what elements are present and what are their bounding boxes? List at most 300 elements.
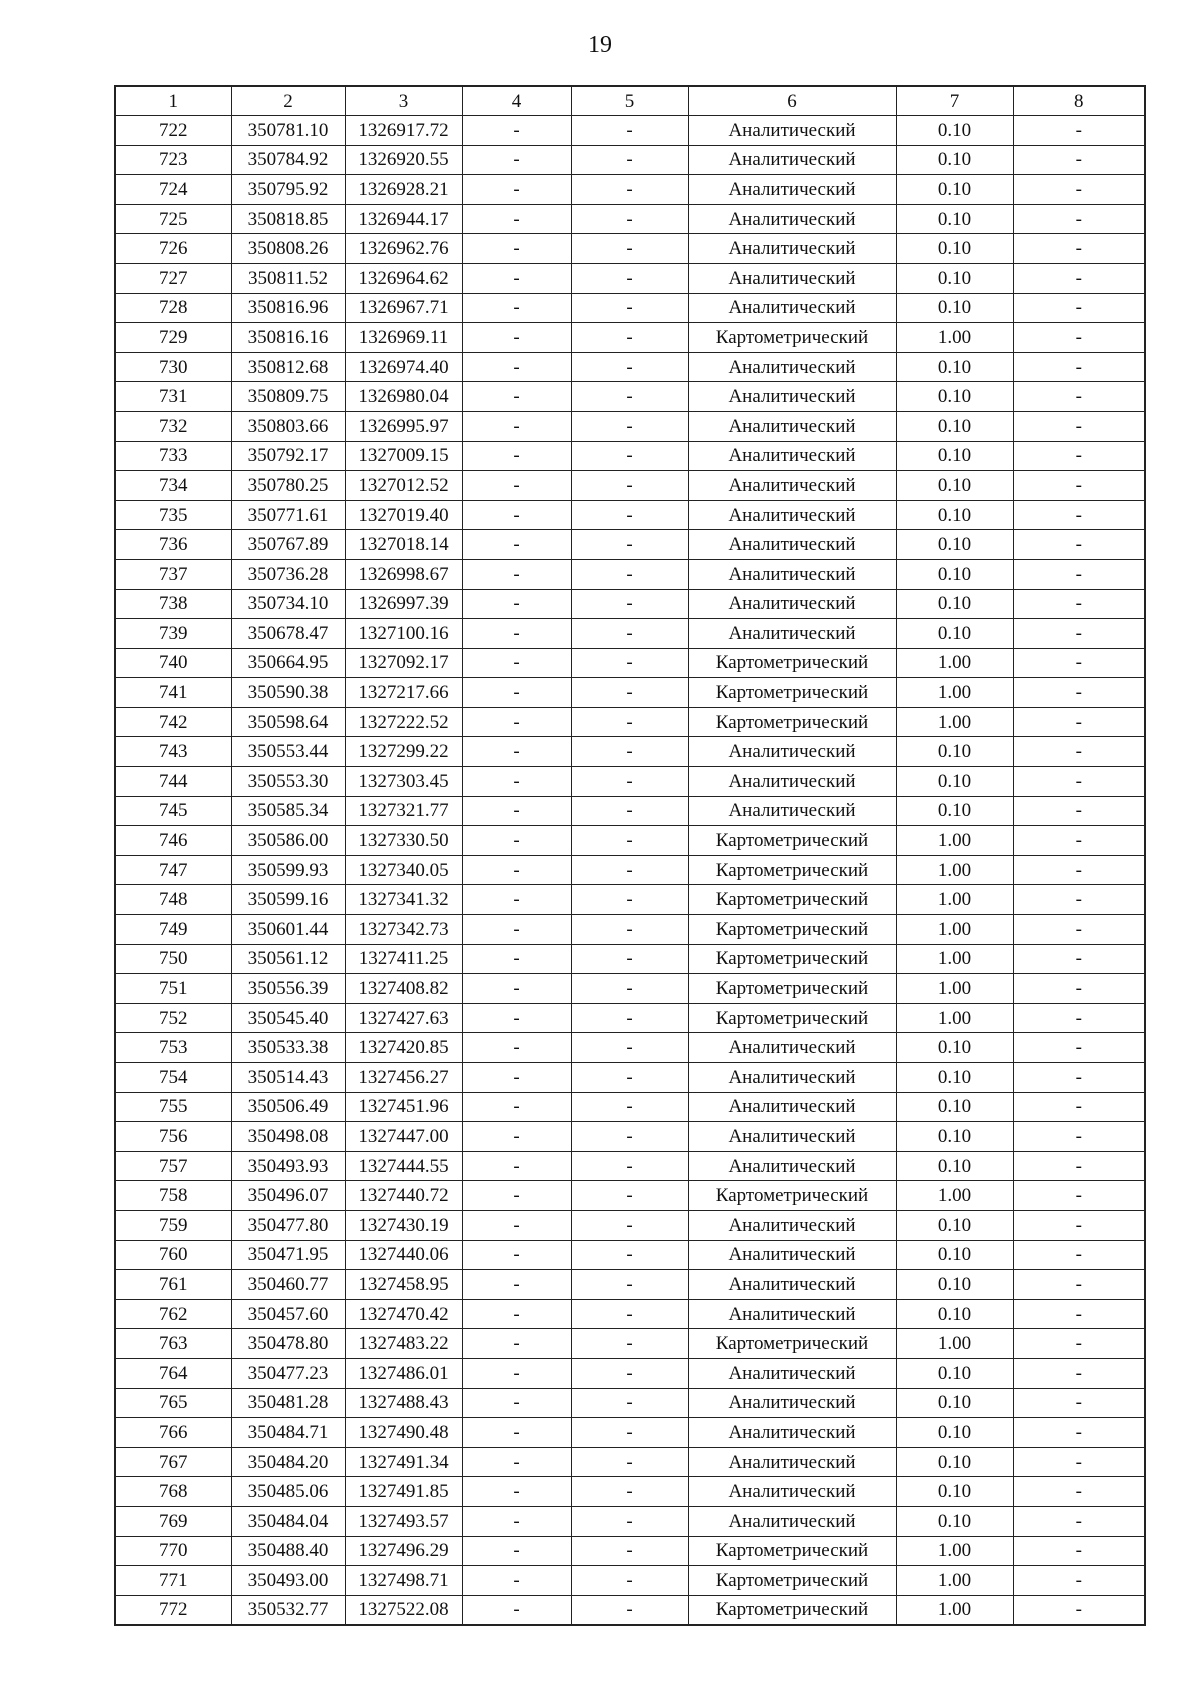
cell-method: Картометрический bbox=[688, 1536, 896, 1566]
cell-point-number: 768 bbox=[115, 1477, 231, 1507]
cell-x-coordinate: 350771.61 bbox=[231, 500, 345, 530]
cell-col-4: - bbox=[462, 1033, 571, 1063]
cell-col-8: - bbox=[1013, 1595, 1145, 1625]
cell-col-5: - bbox=[571, 1418, 688, 1448]
cell-col-8: - bbox=[1013, 1063, 1145, 1093]
table-row bbox=[115, 293, 1145, 323]
cell-col-4: - bbox=[462, 293, 571, 323]
table-row bbox=[115, 441, 1145, 471]
cell-col-8: - bbox=[1013, 116, 1145, 146]
cell-point-number: 762 bbox=[115, 1299, 231, 1329]
header-row bbox=[115, 86, 1145, 116]
cell-x-coordinate: 350780.25 bbox=[231, 471, 345, 501]
cell-point-number: 769 bbox=[115, 1506, 231, 1536]
cell-x-coordinate: 350485.06 bbox=[231, 1477, 345, 1507]
cell-accuracy: 0.10 bbox=[896, 1122, 1013, 1152]
table-row bbox=[115, 1181, 1145, 1211]
cell-x-coordinate: 350808.26 bbox=[231, 234, 345, 264]
table-row bbox=[115, 1210, 1145, 1240]
cell-col-5: - bbox=[571, 826, 688, 856]
cell-col-4: - bbox=[462, 1003, 571, 1033]
cell-col-5: - bbox=[571, 500, 688, 530]
cell-point-number: 744 bbox=[115, 767, 231, 797]
cell-x-coordinate: 350590.38 bbox=[231, 678, 345, 708]
cell-method: Аналитический bbox=[688, 559, 896, 589]
table-row bbox=[115, 1092, 1145, 1122]
cell-col-4: - bbox=[462, 1447, 571, 1477]
cell-point-number: 731 bbox=[115, 382, 231, 412]
cell-col-4: - bbox=[462, 855, 571, 885]
cell-col-4: - bbox=[462, 678, 571, 708]
cell-col-4: - bbox=[462, 1210, 571, 1240]
cell-point-number: 737 bbox=[115, 559, 231, 589]
table-row bbox=[115, 1418, 1145, 1448]
cell-col-5: - bbox=[571, 1358, 688, 1388]
cell-method: Аналитический bbox=[688, 441, 896, 471]
table-row bbox=[115, 1595, 1145, 1625]
cell-accuracy: 0.10 bbox=[896, 1358, 1013, 1388]
cell-y-coordinate: 1326944.17 bbox=[345, 204, 462, 234]
cell-accuracy: 0.10 bbox=[896, 145, 1013, 175]
table-row bbox=[115, 411, 1145, 441]
cell-col-5: - bbox=[571, 1388, 688, 1418]
cell-col-5: - bbox=[571, 1181, 688, 1211]
cell-point-number: 723 bbox=[115, 145, 231, 175]
cell-col-8: - bbox=[1013, 352, 1145, 382]
cell-method: Картометрический bbox=[688, 648, 896, 678]
cell-col-8: - bbox=[1013, 1447, 1145, 1477]
cell-accuracy: 0.10 bbox=[896, 116, 1013, 146]
table-row bbox=[115, 1299, 1145, 1329]
cell-point-number: 741 bbox=[115, 678, 231, 708]
cell-col-4: - bbox=[462, 885, 571, 915]
table-row bbox=[115, 234, 1145, 264]
table-row bbox=[115, 559, 1145, 589]
cell-x-coordinate: 350811.52 bbox=[231, 263, 345, 293]
table-row bbox=[115, 1566, 1145, 1596]
cell-x-coordinate: 350477.80 bbox=[231, 1210, 345, 1240]
cell-method: Аналитический bbox=[688, 796, 896, 826]
cell-point-number: 770 bbox=[115, 1536, 231, 1566]
cell-col-5: - bbox=[571, 678, 688, 708]
cell-col-8: - bbox=[1013, 1033, 1145, 1063]
cell-col-5: - bbox=[571, 1063, 688, 1093]
cell-col-8: - bbox=[1013, 1003, 1145, 1033]
cell-point-number: 752 bbox=[115, 1003, 231, 1033]
cell-col-4: - bbox=[462, 826, 571, 856]
cell-x-coordinate: 350514.43 bbox=[231, 1063, 345, 1093]
cell-y-coordinate: 1327522.08 bbox=[345, 1595, 462, 1625]
cell-x-coordinate: 350586.00 bbox=[231, 826, 345, 856]
cell-col-4: - bbox=[462, 234, 571, 264]
table-row bbox=[115, 352, 1145, 382]
table-row bbox=[115, 619, 1145, 649]
cell-col-5: - bbox=[571, 1122, 688, 1152]
cell-point-number: 727 bbox=[115, 263, 231, 293]
cell-y-coordinate: 1327447.00 bbox=[345, 1122, 462, 1152]
cell-accuracy: 0.10 bbox=[896, 1240, 1013, 1270]
cell-y-coordinate: 1326969.11 bbox=[345, 323, 462, 353]
cell-col-4: - bbox=[462, 559, 571, 589]
cell-method: Аналитический bbox=[688, 1477, 896, 1507]
cell-method: Картометрический bbox=[688, 826, 896, 856]
cell-method: Картометрический bbox=[688, 1181, 896, 1211]
cell-col-8: - bbox=[1013, 500, 1145, 530]
cell-col-5: - bbox=[571, 559, 688, 589]
cell-point-number: 756 bbox=[115, 1122, 231, 1152]
cell-col-8: - bbox=[1013, 382, 1145, 412]
cell-col-5: - bbox=[571, 1299, 688, 1329]
cell-method: Аналитический bbox=[688, 589, 896, 619]
cell-col-5: - bbox=[571, 441, 688, 471]
cell-col-8: - bbox=[1013, 234, 1145, 264]
cell-x-coordinate: 350484.71 bbox=[231, 1418, 345, 1448]
cell-method: Аналитический bbox=[688, 204, 896, 234]
cell-method: Аналитический bbox=[688, 1299, 896, 1329]
cell-col-5: - bbox=[571, 1003, 688, 1033]
cell-accuracy: 1.00 bbox=[896, 648, 1013, 678]
cell-accuracy: 0.10 bbox=[896, 1210, 1013, 1240]
cell-accuracy: 0.10 bbox=[896, 204, 1013, 234]
cell-col-4: - bbox=[462, 500, 571, 530]
cell-col-5: - bbox=[571, 796, 688, 826]
cell-method: Картометрический bbox=[688, 885, 896, 915]
cell-point-number: 771 bbox=[115, 1566, 231, 1596]
cell-col-5: - bbox=[571, 648, 688, 678]
cell-col-4: - bbox=[462, 737, 571, 767]
cell-col-5: - bbox=[571, 530, 688, 560]
cell-point-number: 747 bbox=[115, 855, 231, 885]
cell-method: Аналитический bbox=[688, 263, 896, 293]
cell-method: Аналитический bbox=[688, 1358, 896, 1388]
cell-y-coordinate: 1327483.22 bbox=[345, 1329, 462, 1359]
cell-col-5: - bbox=[571, 382, 688, 412]
cell-x-coordinate: 350561.12 bbox=[231, 944, 345, 974]
page-number: 19 bbox=[588, 32, 612, 58]
cell-point-number: 738 bbox=[115, 589, 231, 619]
cell-accuracy: 1.00 bbox=[896, 855, 1013, 885]
cell-col-4: - bbox=[462, 352, 571, 382]
cell-col-5: - bbox=[571, 915, 688, 945]
table-row bbox=[115, 1447, 1145, 1477]
cell-x-coordinate: 350478.80 bbox=[231, 1329, 345, 1359]
cell-x-coordinate: 350736.28 bbox=[231, 559, 345, 589]
cell-method: Аналитический bbox=[688, 352, 896, 382]
cell-accuracy: 0.10 bbox=[896, 1477, 1013, 1507]
cell-x-coordinate: 350506.49 bbox=[231, 1092, 345, 1122]
cell-point-number: 772 bbox=[115, 1595, 231, 1625]
cell-accuracy: 1.00 bbox=[896, 323, 1013, 353]
cell-accuracy: 1.00 bbox=[896, 707, 1013, 737]
cell-x-coordinate: 350598.64 bbox=[231, 707, 345, 737]
cell-y-coordinate: 1327303.45 bbox=[345, 767, 462, 797]
cell-point-number: 726 bbox=[115, 234, 231, 264]
column-header-6: 6 bbox=[688, 86, 896, 116]
table-row bbox=[115, 500, 1145, 530]
cell-col-5: - bbox=[571, 116, 688, 146]
cell-col-8: - bbox=[1013, 826, 1145, 856]
cell-y-coordinate: 1326962.76 bbox=[345, 234, 462, 264]
cell-accuracy: 0.10 bbox=[896, 1063, 1013, 1093]
cell-x-coordinate: 350532.77 bbox=[231, 1595, 345, 1625]
cell-accuracy: 1.00 bbox=[896, 678, 1013, 708]
cell-point-number: 728 bbox=[115, 293, 231, 323]
cell-col-8: - bbox=[1013, 678, 1145, 708]
cell-col-4: - bbox=[462, 263, 571, 293]
cell-col-8: - bbox=[1013, 441, 1145, 471]
cell-point-number: 765 bbox=[115, 1388, 231, 1418]
cell-x-coordinate: 350734.10 bbox=[231, 589, 345, 619]
cell-point-number: 722 bbox=[115, 116, 231, 146]
cell-x-coordinate: 350457.60 bbox=[231, 1299, 345, 1329]
cell-y-coordinate: 1326917.72 bbox=[345, 116, 462, 146]
cell-accuracy: 0.10 bbox=[896, 589, 1013, 619]
cell-col-5: - bbox=[571, 263, 688, 293]
cell-y-coordinate: 1327440.72 bbox=[345, 1181, 462, 1211]
cell-x-coordinate: 350553.30 bbox=[231, 767, 345, 797]
table-row bbox=[115, 885, 1145, 915]
cell-y-coordinate: 1326995.97 bbox=[345, 411, 462, 441]
table-row bbox=[115, 915, 1145, 945]
cell-point-number: 733 bbox=[115, 441, 231, 471]
cell-y-coordinate: 1327430.19 bbox=[345, 1210, 462, 1240]
column-header-5: 5 bbox=[571, 86, 688, 116]
cell-point-number: 742 bbox=[115, 707, 231, 737]
column-header-8: 8 bbox=[1013, 86, 1145, 116]
cell-col-8: - bbox=[1013, 293, 1145, 323]
cell-y-coordinate: 1327342.73 bbox=[345, 915, 462, 945]
cell-col-5: - bbox=[571, 1447, 688, 1477]
cell-col-8: - bbox=[1013, 411, 1145, 441]
cell-point-number: 754 bbox=[115, 1063, 231, 1093]
cell-col-5: - bbox=[571, 619, 688, 649]
cell-point-number: 748 bbox=[115, 885, 231, 915]
cell-accuracy: 0.10 bbox=[896, 530, 1013, 560]
cell-col-8: - bbox=[1013, 974, 1145, 1004]
cell-x-coordinate: 350498.08 bbox=[231, 1122, 345, 1152]
cell-accuracy: 0.10 bbox=[896, 1418, 1013, 1448]
cell-method: Аналитический bbox=[688, 767, 896, 797]
cell-col-5: - bbox=[571, 1033, 688, 1063]
cell-method: Картометрический bbox=[688, 323, 896, 353]
cell-col-8: - bbox=[1013, 737, 1145, 767]
cell-point-number: 730 bbox=[115, 352, 231, 382]
cell-accuracy: 0.10 bbox=[896, 1388, 1013, 1418]
cell-col-4: - bbox=[462, 974, 571, 1004]
cell-method: Картометрический bbox=[688, 1003, 896, 1033]
table-row bbox=[115, 1329, 1145, 1359]
cell-col-4: - bbox=[462, 1270, 571, 1300]
table-row bbox=[115, 204, 1145, 234]
cell-method: Аналитический bbox=[688, 471, 896, 501]
table-row bbox=[115, 323, 1145, 353]
cell-col-4: - bbox=[462, 1151, 571, 1181]
cell-col-4: - bbox=[462, 116, 571, 146]
cell-y-coordinate: 1327092.17 bbox=[345, 648, 462, 678]
table-row bbox=[115, 944, 1145, 974]
table-body bbox=[115, 116, 1145, 1626]
cell-col-5: - bbox=[571, 175, 688, 205]
cell-accuracy: 0.10 bbox=[896, 293, 1013, 323]
cell-col-4: - bbox=[462, 767, 571, 797]
table-row bbox=[115, 1122, 1145, 1152]
cell-col-8: - bbox=[1013, 145, 1145, 175]
cell-x-coordinate: 350493.93 bbox=[231, 1151, 345, 1181]
cell-col-8: - bbox=[1013, 915, 1145, 945]
cell-method: Аналитический bbox=[688, 1270, 896, 1300]
column-header-2: 2 bbox=[231, 86, 345, 116]
cell-point-number: 746 bbox=[115, 826, 231, 856]
cell-y-coordinate: 1327491.85 bbox=[345, 1477, 462, 1507]
cell-y-coordinate: 1326980.04 bbox=[345, 382, 462, 412]
table-row bbox=[115, 530, 1145, 560]
cell-accuracy: 1.00 bbox=[896, 1536, 1013, 1566]
cell-col-5: - bbox=[571, 589, 688, 619]
cell-col-4: - bbox=[462, 915, 571, 945]
cell-col-8: - bbox=[1013, 175, 1145, 205]
cell-col-8: - bbox=[1013, 559, 1145, 589]
cell-y-coordinate: 1326997.39 bbox=[345, 589, 462, 619]
cell-col-5: - bbox=[571, 1240, 688, 1270]
table-row bbox=[115, 1063, 1145, 1093]
cell-method: Аналитический bbox=[688, 1151, 896, 1181]
cell-col-4: - bbox=[462, 1595, 571, 1625]
cell-col-8: - bbox=[1013, 1388, 1145, 1418]
cell-x-coordinate: 350533.38 bbox=[231, 1033, 345, 1063]
cell-col-8: - bbox=[1013, 1506, 1145, 1536]
cell-method: Аналитический bbox=[688, 1447, 896, 1477]
cell-col-5: - bbox=[571, 204, 688, 234]
cell-point-number: 766 bbox=[115, 1418, 231, 1448]
cell-point-number: 751 bbox=[115, 974, 231, 1004]
cell-point-number: 749 bbox=[115, 915, 231, 945]
cell-y-coordinate: 1327012.52 bbox=[345, 471, 462, 501]
table-row bbox=[115, 1358, 1145, 1388]
cell-col-4: - bbox=[462, 648, 571, 678]
cell-method: Картометрический bbox=[688, 855, 896, 885]
table-row bbox=[115, 767, 1145, 797]
cell-col-5: - bbox=[571, 1506, 688, 1536]
cell-x-coordinate: 350484.04 bbox=[231, 1506, 345, 1536]
cell-col-4: - bbox=[462, 1418, 571, 1448]
cell-col-5: - bbox=[571, 737, 688, 767]
cell-col-4: - bbox=[462, 1092, 571, 1122]
cell-col-4: - bbox=[462, 1181, 571, 1211]
cell-method: Аналитический bbox=[688, 1418, 896, 1448]
cell-y-coordinate: 1327411.25 bbox=[345, 944, 462, 974]
cell-col-4: - bbox=[462, 707, 571, 737]
cell-point-number: 734 bbox=[115, 471, 231, 501]
cell-accuracy: 1.00 bbox=[896, 915, 1013, 945]
cell-y-coordinate: 1327491.34 bbox=[345, 1447, 462, 1477]
cell-accuracy: 0.10 bbox=[896, 1447, 1013, 1477]
cell-col-4: - bbox=[462, 1566, 571, 1596]
cell-x-coordinate: 350599.16 bbox=[231, 885, 345, 915]
cell-point-number: 761 bbox=[115, 1270, 231, 1300]
cell-accuracy: 0.10 bbox=[896, 234, 1013, 264]
cell-accuracy: 1.00 bbox=[896, 944, 1013, 974]
cell-accuracy: 0.10 bbox=[896, 500, 1013, 530]
cell-col-4: - bbox=[462, 796, 571, 826]
cell-accuracy: 0.10 bbox=[896, 411, 1013, 441]
cell-y-coordinate: 1327444.55 bbox=[345, 1151, 462, 1181]
table-row bbox=[115, 175, 1145, 205]
cell-x-coordinate: 350816.96 bbox=[231, 293, 345, 323]
table-row bbox=[115, 1477, 1145, 1507]
cell-point-number: 760 bbox=[115, 1240, 231, 1270]
cell-y-coordinate: 1327299.22 bbox=[345, 737, 462, 767]
table-row bbox=[115, 1506, 1145, 1536]
cell-col-8: - bbox=[1013, 1092, 1145, 1122]
cell-method: Аналитический bbox=[688, 1092, 896, 1122]
cell-col-4: - bbox=[462, 323, 571, 353]
cell-method: Аналитический bbox=[688, 619, 896, 649]
cell-y-coordinate: 1327420.85 bbox=[345, 1033, 462, 1063]
cell-method: Аналитический bbox=[688, 1388, 896, 1418]
cell-x-coordinate: 350599.93 bbox=[231, 855, 345, 885]
cell-col-4: - bbox=[462, 175, 571, 205]
cell-col-5: - bbox=[571, 885, 688, 915]
cell-col-4: - bbox=[462, 1388, 571, 1418]
cell-x-coordinate: 350481.28 bbox=[231, 1388, 345, 1418]
cell-col-8: - bbox=[1013, 1210, 1145, 1240]
cell-x-coordinate: 350784.92 bbox=[231, 145, 345, 175]
cell-point-number: 725 bbox=[115, 204, 231, 234]
cell-x-coordinate: 350767.89 bbox=[231, 530, 345, 560]
cell-accuracy: 1.00 bbox=[896, 1595, 1013, 1625]
cell-point-number: 758 bbox=[115, 1181, 231, 1211]
cell-y-coordinate: 1326974.40 bbox=[345, 352, 462, 382]
column-header-1: 1 bbox=[115, 86, 231, 116]
cell-method: Аналитический bbox=[688, 175, 896, 205]
cell-col-8: - bbox=[1013, 204, 1145, 234]
table-header bbox=[115, 86, 1145, 116]
cell-accuracy: 1.00 bbox=[896, 1181, 1013, 1211]
cell-y-coordinate: 1327340.05 bbox=[345, 855, 462, 885]
cell-x-coordinate: 350795.92 bbox=[231, 175, 345, 205]
cell-col-5: - bbox=[571, 1566, 688, 1596]
cell-accuracy: 1.00 bbox=[896, 1003, 1013, 1033]
cell-col-5: - bbox=[571, 1329, 688, 1359]
cell-col-8: - bbox=[1013, 648, 1145, 678]
cell-method: Аналитический bbox=[688, 1033, 896, 1063]
cell-method: Аналитический bbox=[688, 1122, 896, 1152]
cell-y-coordinate: 1327321.77 bbox=[345, 796, 462, 826]
cell-col-5: - bbox=[571, 1210, 688, 1240]
cell-x-coordinate: 350484.20 bbox=[231, 1447, 345, 1477]
cell-method: Аналитический bbox=[688, 737, 896, 767]
cell-col-8: - bbox=[1013, 1358, 1145, 1388]
cell-point-number: 745 bbox=[115, 796, 231, 826]
cell-col-8: - bbox=[1013, 1270, 1145, 1300]
table-row bbox=[115, 855, 1145, 885]
table-row bbox=[115, 116, 1145, 146]
table-row bbox=[115, 263, 1145, 293]
cell-accuracy: 1.00 bbox=[896, 1329, 1013, 1359]
cell-method: Аналитический bbox=[688, 530, 896, 560]
cell-col-4: - bbox=[462, 441, 571, 471]
cell-col-5: - bbox=[571, 145, 688, 175]
table-row bbox=[115, 707, 1145, 737]
cell-y-coordinate: 1327341.32 bbox=[345, 885, 462, 915]
cell-method: Аналитический bbox=[688, 1506, 896, 1536]
cell-accuracy: 0.10 bbox=[896, 1033, 1013, 1063]
cell-accuracy: 0.10 bbox=[896, 1092, 1013, 1122]
cell-col-8: - bbox=[1013, 885, 1145, 915]
cell-col-8: - bbox=[1013, 707, 1145, 737]
cell-point-number: 743 bbox=[115, 737, 231, 767]
cell-point-number: 753 bbox=[115, 1033, 231, 1063]
